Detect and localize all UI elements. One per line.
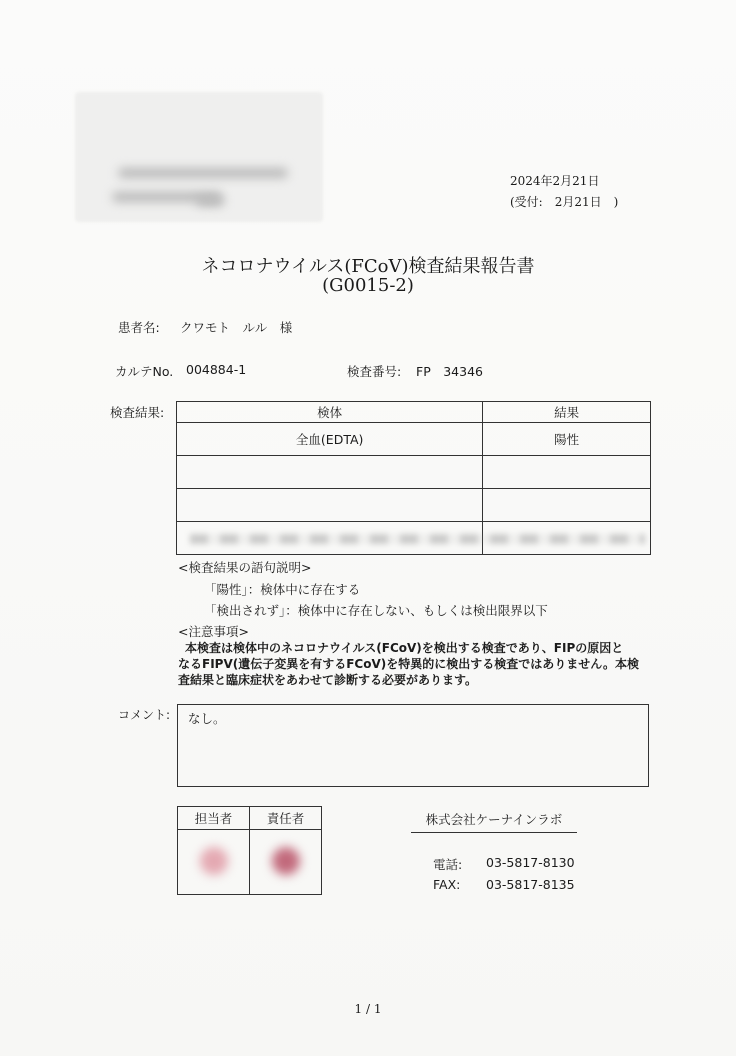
report-code: (G0015-2) xyxy=(322,275,414,296)
person-in-charge-seal-cell xyxy=(178,830,250,895)
results-table xyxy=(176,401,651,555)
notes-line-1: 本検査は検体中のネコロナウイルス(FCoV)を検出する検査であり、FIPの原因と xyxy=(185,641,624,655)
notes-heading: <注意事項> xyxy=(178,624,249,639)
specimen-cell xyxy=(177,456,483,489)
seal-stamp-icon xyxy=(272,847,300,875)
fax-number: 03-5817-8135 xyxy=(486,877,575,892)
result-header: 結果 xyxy=(483,402,651,423)
comment-label: コメント: xyxy=(118,708,171,722)
results-label: 検査結果: xyxy=(110,405,165,420)
test-number-value: FP 34346 xyxy=(416,364,483,379)
specimen-header: 検体 xyxy=(177,402,483,423)
responsible-seal-cell xyxy=(250,830,322,895)
fax-label: FAX: xyxy=(433,877,461,892)
results-header-row xyxy=(177,402,651,423)
result-cell: 陽性 xyxy=(483,423,651,456)
glossary-negative: 「検出されず」：検体中に存在しない、もしくは検出限界以下 xyxy=(204,603,548,618)
comment-box xyxy=(177,704,649,787)
company-name: 株式会社ケーナインラボ xyxy=(411,810,577,833)
report-title: ネコロナウイルス(FCoV)検査結果報告書 xyxy=(201,256,535,277)
table-row xyxy=(177,489,651,522)
patient-label: 患者名: xyxy=(118,320,160,335)
result-cell xyxy=(483,456,651,489)
specimen-cell: 全血(EDTA) xyxy=(177,423,483,456)
result-cell xyxy=(483,489,651,522)
redacted-line xyxy=(118,168,288,178)
notes-line-2: なるFIPV(遺伝子変異を有するFCoV)を特異的に検出する検査ではありません。本検 xyxy=(178,657,639,671)
tel-label: 電話: xyxy=(433,857,463,872)
redacted-line xyxy=(196,196,224,206)
table-row xyxy=(177,456,651,489)
chart-no-value: 004884-1 xyxy=(186,362,247,377)
tel-number: 03-5817-8130 xyxy=(486,855,575,870)
specimen-cell xyxy=(177,489,483,522)
test-number-label: 検査番号: xyxy=(347,364,402,379)
report-date: 2024年2月21日 xyxy=(510,174,600,188)
received-date: (受付: 2月21日 ) xyxy=(510,195,619,209)
comment-text: なし。 xyxy=(188,711,226,726)
redacted-row-smear xyxy=(190,534,645,544)
notes-line-3: 査結果と臨床症状をあわせて診断する必要があります。 xyxy=(178,673,478,687)
patient-name: クワモト ルル 様 xyxy=(180,320,293,335)
stamp-table xyxy=(177,806,322,895)
chart-no-label: カルテNo. xyxy=(115,364,174,379)
responsible-header: 責任者 xyxy=(250,807,322,830)
table-row xyxy=(177,423,651,456)
glossary-heading: <検査結果の語句説明> xyxy=(178,560,312,575)
page-number: 1 / 1 xyxy=(354,1002,382,1016)
person-in-charge-header: 担当者 xyxy=(178,807,250,830)
seal-stamp-icon xyxy=(200,847,228,875)
glossary-positive: 「陽性」：検体中に存在する xyxy=(204,582,361,597)
